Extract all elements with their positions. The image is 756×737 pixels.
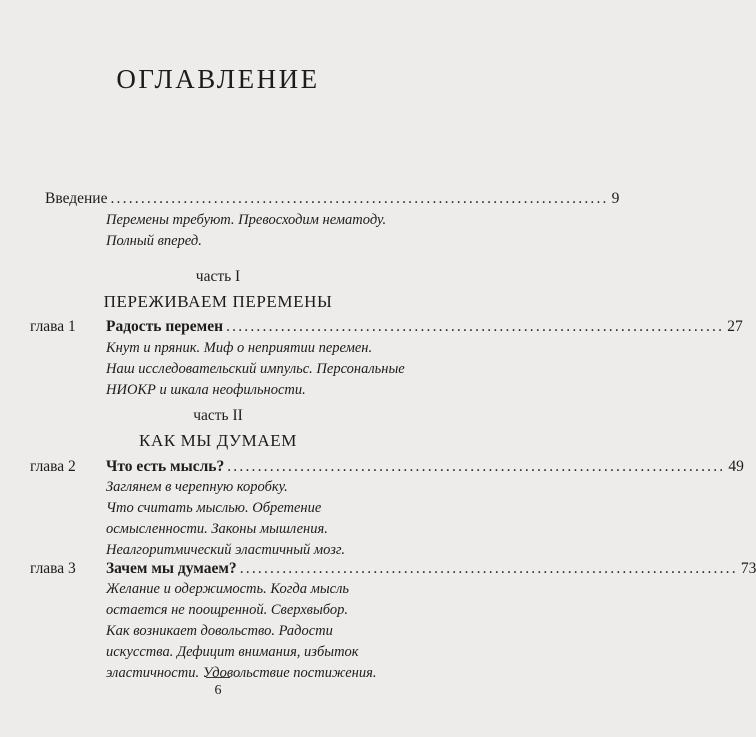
- chapter-label: глава 2: [30, 458, 76, 475]
- chapter-summary-line: осмысленности. Законы мышления.: [106, 521, 328, 537]
- chapter-summary-line: Как возникает довольство. Радости: [106, 623, 333, 639]
- leader-dots: ..................................................................................: [239, 560, 738, 577]
- intro-page-number: 9: [611, 190, 620, 207]
- page-number: 6: [206, 677, 230, 700]
- chapter-label: глава 3: [30, 560, 76, 577]
- chapter-summary-line: эластичности. Удовольствие постижения.: [106, 665, 377, 681]
- leader-dots: ..................................................................................: [110, 190, 609, 207]
- leader-dots: ..................................................................................: [227, 458, 726, 475]
- page-title: ОГЛАВЛЕНИЕ: [116, 64, 320, 94]
- part-title: ПЕРЕЖИВАЕМ ПЕРЕМЕНЫ: [103, 292, 333, 311]
- chapter-label: глава 1: [30, 318, 76, 335]
- intro-name: Введение: [45, 190, 108, 207]
- part-label: часть I: [195, 268, 241, 285]
- chapter-summary-line: НИОКР и шкала неофильности.: [106, 382, 306, 398]
- chapter-summary-line: остается не поощренной. Сверхвыбор.: [106, 602, 349, 618]
- chapter-summary-line: Неалгоритмический эластичный мозг.: [106, 542, 345, 558]
- toc-entry-chapter-2: [106, 458, 744, 476]
- chapter-summary-line: искусства. Дефицит внимания, избыток: [106, 644, 359, 660]
- chapter-page-number: 27: [727, 318, 743, 335]
- part-title: КАК МЫ ДУМАЕМ: [139, 431, 297, 450]
- chapter-summary-line: Что считать мыслью. Обретение: [106, 500, 322, 516]
- chapter-summary-line: Желание и одержимость. Когда мысль: [106, 581, 350, 597]
- chapter-summary-line: Наш исследовательский импульс. Персональные: [106, 361, 405, 377]
- part-label: часть II: [193, 407, 243, 424]
- chapter-name: Что есть мысль?: [106, 458, 225, 475]
- chapter-summary-line: Заглянем в черепную коробку.: [106, 479, 288, 495]
- chapter-name: Зачем мы думаем?: [106, 560, 237, 577]
- chapter-name: Радость перемен: [106, 318, 224, 335]
- intro-summary-line: Перемены требуют. Превосходим нематоду.: [106, 212, 387, 228]
- leader-dots: ..................................................................................: [226, 318, 725, 335]
- toc-entry-intro: [45, 190, 620, 208]
- chapter-page-number: 73: [740, 560, 756, 577]
- chapter-page-number: 49: [728, 458, 744, 475]
- toc-entry-chapter-3: [106, 560, 756, 578]
- chapter-summary-line: Кнут и пряник. Миф о неприятии перемен.: [106, 340, 373, 356]
- toc-entry-chapter-1: [106, 318, 743, 336]
- intro-summary-line: Полный вперед.: [106, 233, 202, 249]
